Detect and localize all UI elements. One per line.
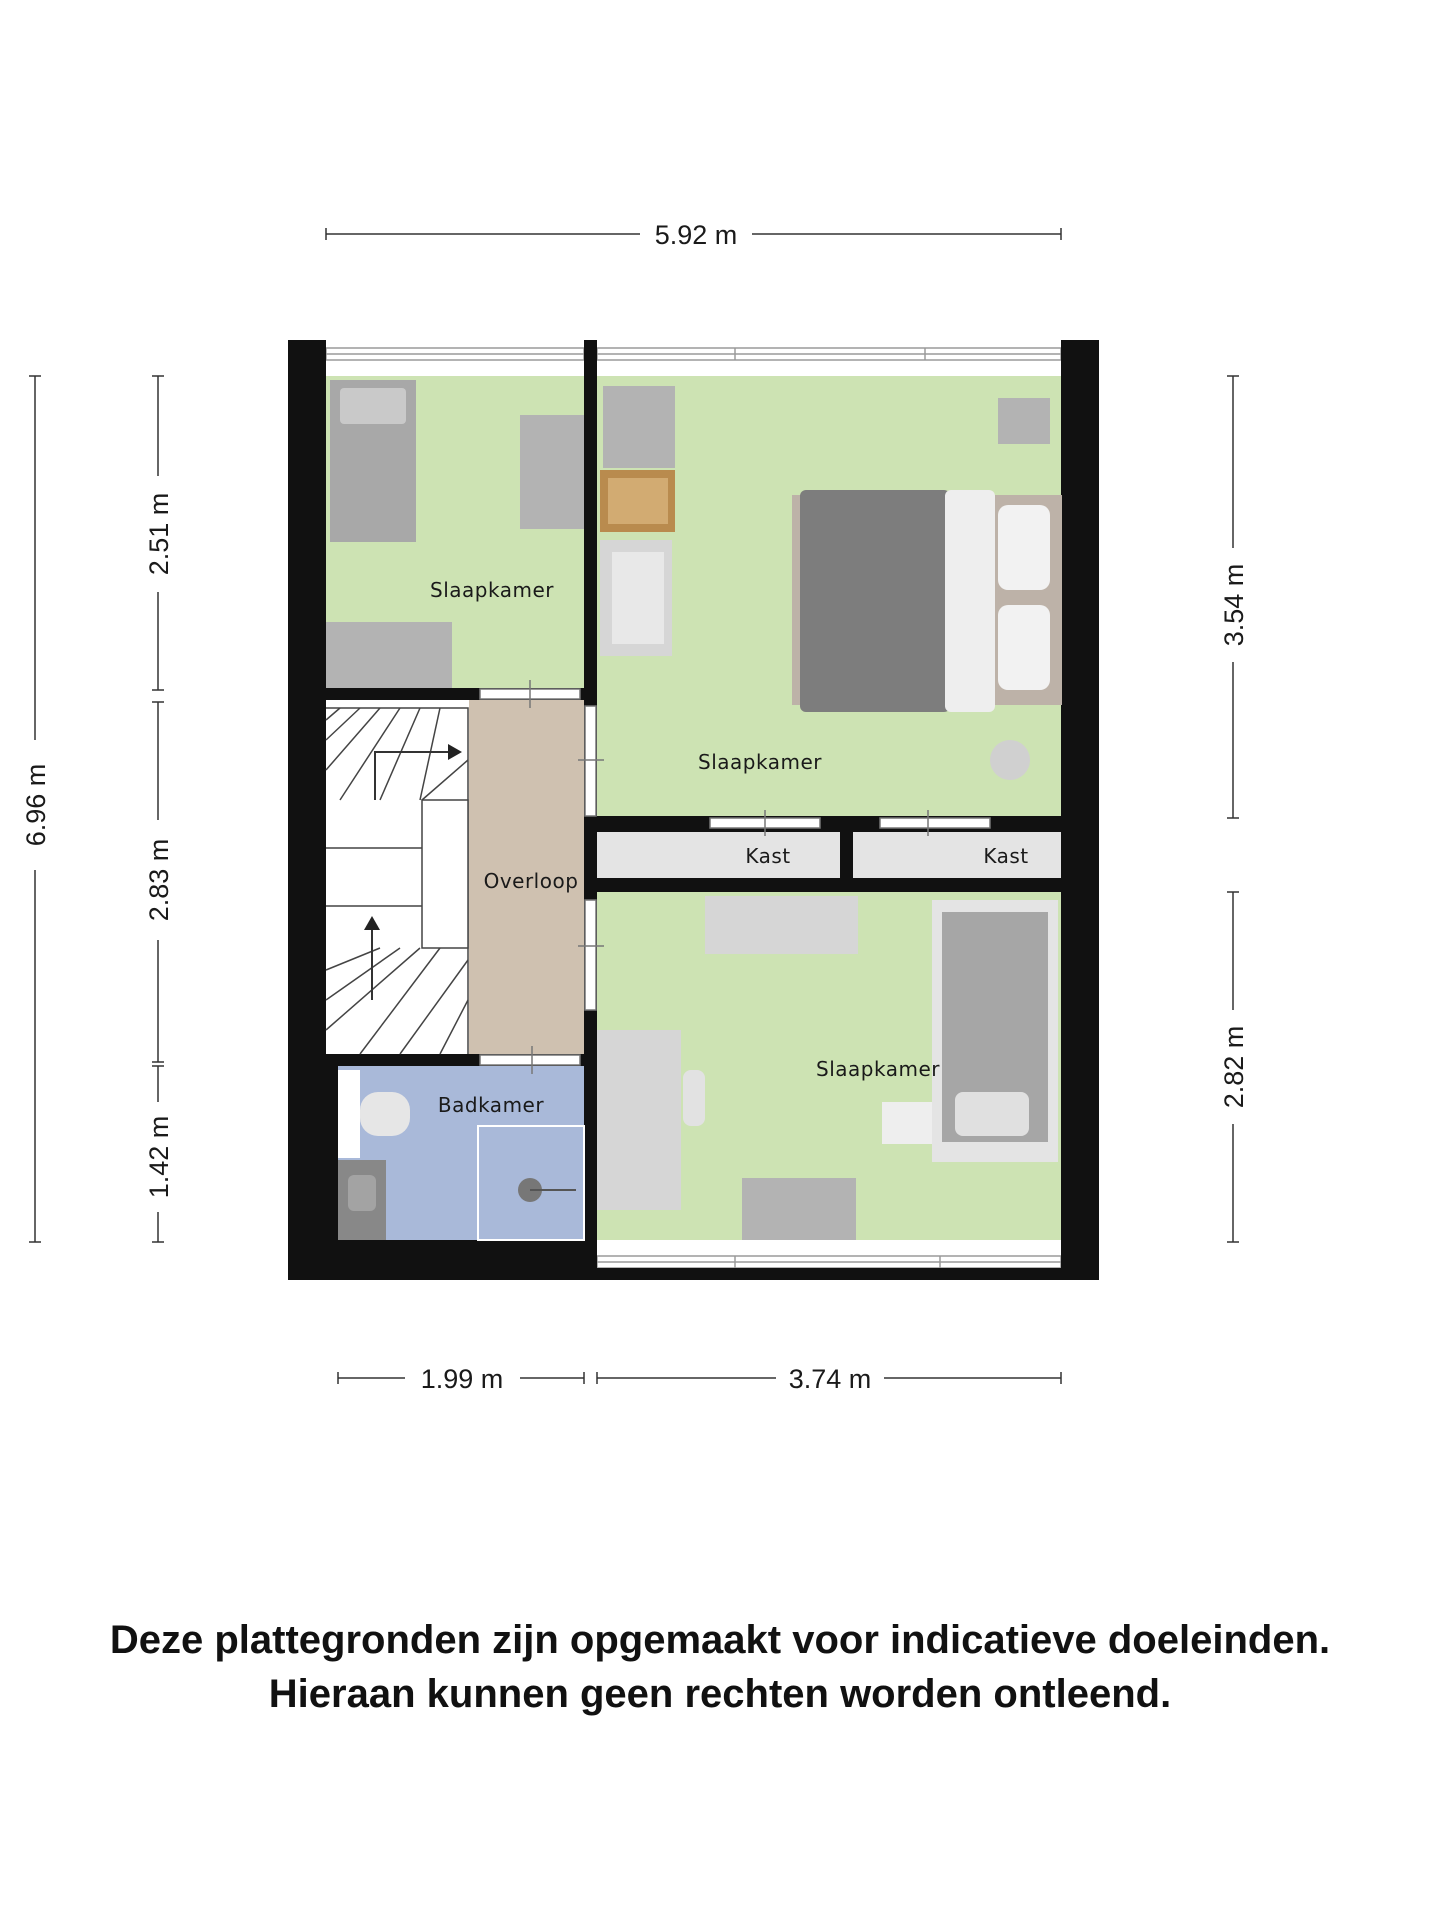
side-cabinet [998,398,1050,444]
label-closet-right: Kast [983,844,1029,868]
door-bedroom-master [585,706,596,816]
dim-bottom-right: 3.74 m [788,1364,872,1394]
wall-bathroom-left [288,1054,338,1240]
label-bedroom-small: Slaapkamer [430,578,554,602]
bunk-bed-pillow [955,1092,1029,1136]
door-bedroom-third [585,900,596,1010]
bunk-ladder [882,1102,932,1144]
dim-left-bottom: 1.42 m [144,1115,174,1199]
staircase [326,700,469,1054]
desk [326,622,452,688]
closet-right-floor [853,832,1061,878]
closet-left-floor [597,832,840,878]
disclaimer-line-1: Deze plattegronden zijn opgemaakt voor indicatieve doeleinden. [109,1618,1331,1662]
wall-right [1061,340,1099,1280]
wall-bottom-right-edge [597,1268,1061,1280]
label-landing: Overloop [483,869,579,893]
disclaimer [0,1613,1440,1721]
dim-right-bottom: 2.82 m [1219,1025,1249,1109]
label-closet-left: Kast [745,844,791,868]
study-desk [597,1030,681,1210]
door-bathroom [480,1055,580,1065]
wall-closets-top [597,816,1061,832]
dim-left-middle: 2.83 m [144,838,174,922]
toilet-box [338,1070,360,1158]
floor-cabinet [742,1178,856,1240]
dim-bottom-left: 1.99 m [420,1364,504,1394]
double-bed-pillow-top [998,505,1050,590]
double-bed-cover [800,490,950,712]
double-bed-pillow-bottom [998,605,1050,690]
label-bedroom-third: Slaapkamer [816,1057,940,1081]
dim-left-total: 6.96 m [21,763,51,847]
label-bedroom-master: Slaapkamer [698,750,822,774]
wall-bottom-left [288,1240,597,1280]
desk-chair [683,1070,705,1126]
dim-right-top: 3.54 m [1219,563,1249,647]
label-bathroom: Badkamer [437,1093,545,1117]
toilet [360,1092,410,1136]
door-closet-right [880,818,990,828]
round-table [990,740,1030,780]
wardrobe [520,415,584,529]
dresser [705,896,858,954]
wall-closet-divider [840,816,853,892]
dim-left-top: 2.51 m [144,492,174,576]
disclaimer-line-2: Hieraan kunnen geen rechten worden ontleend. [268,1672,1172,1716]
wall-closets-bottom [597,878,1061,892]
cabinet [603,386,675,468]
single-bed-pillow [340,388,406,424]
dim-top-total: 5.92 m [654,220,738,250]
wall-center-top [584,340,597,692]
